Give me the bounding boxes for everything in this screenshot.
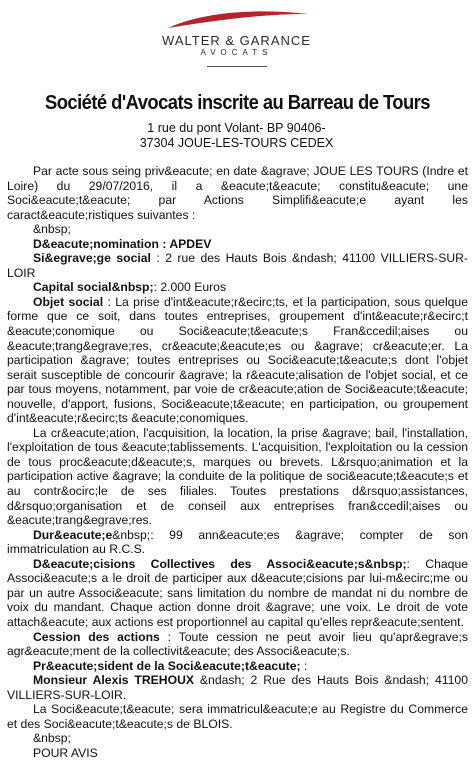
president-label: Pr&eacute;sident de la Soci&eacute;t&eacute; (33, 658, 301, 673)
firm-address (0, 121, 473, 151)
president-paragraph (7, 673, 468, 702)
duree-label: Dur&eacute;e (33, 527, 113, 542)
logo-swoosh-icon (162, 6, 312, 32)
denomination-label: D&eacute;nomination (33, 236, 159, 251)
president-address: &ndash; 2 Rue des Hauts Bois &ndash; 41100 VILLIERS-SUR-LOIR. (7, 673, 468, 702)
duree-paragraph (7, 528, 468, 557)
address-line-1: 1 rue du pont Volant- BP 90406- (147, 121, 326, 135)
president-name: Monsieur Alexis TREHOUX (33, 673, 195, 688)
objet-label: Objet social (33, 294, 104, 309)
capital-value: : 2.000 Euros (153, 280, 227, 295)
cession-label: Cession des actions (33, 629, 160, 644)
intro-paragraph: Par acte sous seing priv&eacute; en date &agrave; JOUE LES TOURS (Indre et Loire) du 29/07/2016, il a &eacute;t&eacute; constitu&eacute; une Soci&eacute;t&eacute; par Actions Simplifi&eacute;e ayant les caract&eacute;ristiques suivantes : (7, 164, 468, 222)
spacer-text-2: &nbsp; (33, 731, 71, 746)
capital-label: Capital social&nbsp; (33, 280, 154, 295)
page-title: Société d'Avocats inscrite au Barreau de Tours (45, 92, 430, 114)
denomination-line (7, 237, 468, 252)
firm-name: WALTER & GARANCE (162, 33, 311, 48)
denomination-value: : APDEV (158, 236, 212, 251)
duree-value: &nbsp;: 99 ann&eacute;es &agrave; compter de son immatriculation au R.C.S. (7, 527, 468, 557)
objet-paragraph (7, 295, 468, 426)
logo-divider (207, 66, 267, 67)
closing-line: POUR AVIS (33, 745, 98, 760)
siege-value: : 2 rue des Hauts Bois &ndash; 41100 VILLIERS-SUR-LOIR (7, 251, 468, 280)
president-heading (7, 659, 468, 674)
cession-value: : Toute cession ne peut avoir lieu qu'apr&egrave;s agr&eacute;ment de la collectivit&eacute; des Associ&eacute;s. (7, 629, 468, 659)
siege-line (7, 251, 468, 280)
objet-value: : La prise d'int&eacute;r&ecirc;ts, et la participation, sous quelque forme que ce soit, dans toutes entreprises, groupement d'int&eacute;r&ecirc;t &eacute;conomique ou Soci&eacute;t&eacute;s Fran&ccedil;aises ou &eacute;trang&egrave;res, cr&eacute;&eacute;es ou &agrave; cr&eacute;er. La participation &agrave; toutes entreprises ou Soci&eacute;t&eacute;s dont l'objet serait susceptible de concourir &agrave; la r&eacute;alisation de l'objet social, et ce par tous moyens, notamment, par voie de cr&eacute;ation de Soci&eacute;t&eacute; nouvelle, d'apport, fusions, Soci&eacute;t&eacute; en participation, ou groupement d'int&eacute;r&ecirc;ts &eacute;conomiques. (7, 294, 468, 426)
president-colon: : (300, 658, 308, 673)
firm-logo (0, 6, 473, 67)
address-line-2: 37304 JOUE-LES-TOURS CEDEX (139, 136, 334, 150)
firm-subtitle: AVOCATS (200, 48, 273, 57)
notice-body (7, 164, 468, 760)
decisions-label: D&eacute;cisions Collectives des Associ&eacute;s&nbsp; (33, 556, 407, 571)
decisions-paragraph (7, 557, 468, 630)
decisions-value: : Chaque Associ&eacute;s a le droit de participer aux d&eacute;cisions par lui-m&ecirc;me ou par un autre Associ&eacute; sans limitation du nombre de mandat ni du nombre de voix du mandant. Chaque action donne droit &agrave; une voix. Le droit de vote attach&eacute; aux actions est proportionnel au capital qu'elles repr&eacute;sentent. (7, 556, 468, 629)
cession-paragraph (7, 630, 468, 659)
creation-paragraph: La cr&eacute;ation, l'acquisition, la location, la prise &agrave; bail, l'installation, l'exploitation de tous &eacute;tablissements. L'acquisition, l'exploitation ou la cession de tous proc&eacute;d&eacute;s, marques ou brevets. L&rsquo;animation et la participation active &agrave; la conduite de la politique de soci&eacute;t&eacute;s et au contr&ocirc;le de ses filiales. Toutes prestations d&rsquo;assistances, d&rsquo;organisation et de conseil aux entreprises fran&ccedil;aises ou &eacute;trang&egrave;res. (7, 425, 468, 528)
siege-label: Si&egrave;ge social (33, 251, 151, 266)
capital-line (7, 280, 468, 295)
spacer-text: &nbsp; (33, 222, 71, 237)
immatriculation-paragraph: La Soci&eacute;t&eacute; sera immatricul&eacute;e au Registre du Commerce et des Soci&eacute;t&eacute;s de BLOIS. (7, 702, 468, 731)
